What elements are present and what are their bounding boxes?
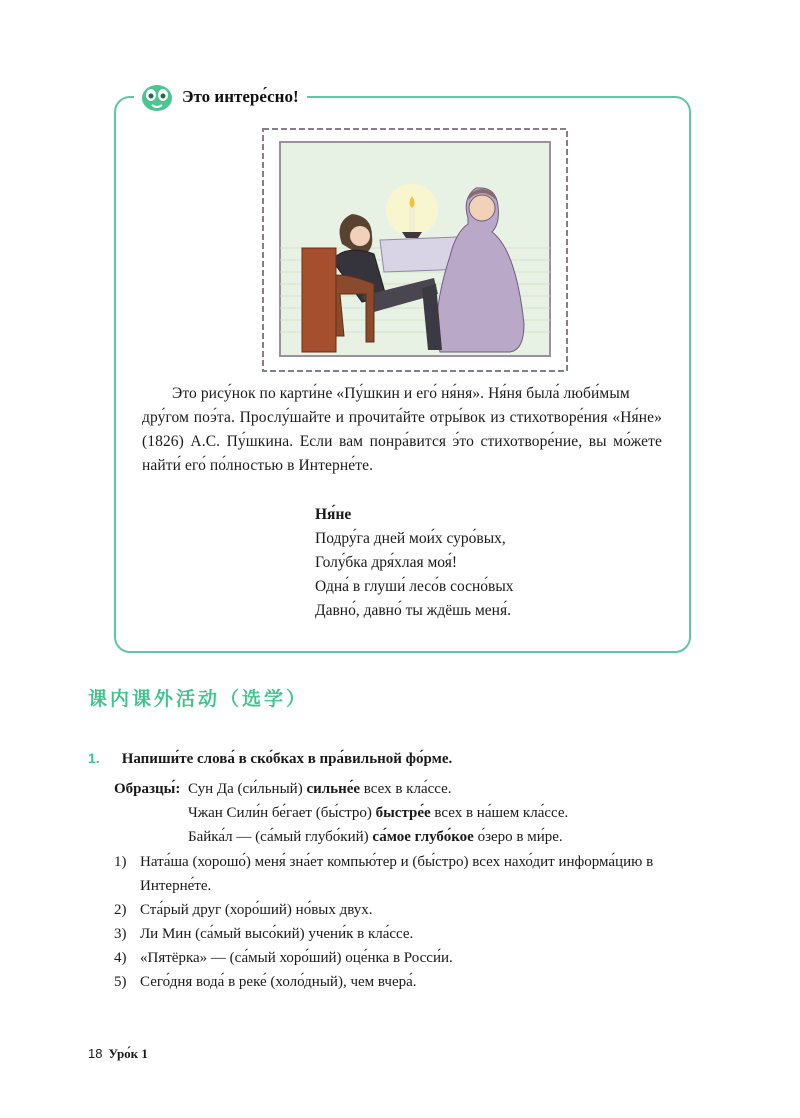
intro-line: найти́ его́ по́лностью в Интерне́те. [142,457,374,474]
examples-label: Образцы́: [114,781,181,797]
section-title: 课内课外活动（选学） [88,688,309,710]
task-heading [88,750,688,768]
exercise-item [114,898,684,922]
examples-block [114,777,568,849]
poem [315,503,514,623]
item-number: 5) [114,974,127,990]
box-header [134,80,307,114]
exercise-item [114,946,684,970]
task-number: 1. [88,750,100,766]
exercise-item [114,922,684,946]
page-footer [88,1046,148,1062]
item-text: Ста́рый друг (хоро́ший) но́вых двух. [140,902,373,918]
task-instruction: Напиши́те слова́ в ско́бках в пра́вильной фо́рме. [121,751,453,767]
lesson-label: Уро́к 1 [108,1046,148,1061]
exercise-item [114,970,684,994]
page-number: 18 [88,1046,103,1061]
example-row [114,825,568,849]
item-text: «Пятёрка» — (са́мый хоро́ший) оце́нка в Росси́и. [140,950,453,966]
mascot-icon [140,82,174,112]
item-text: Сего́дня вода́ в реке́ (холо́дный), чем вчера́. [140,974,417,990]
exercise-item [114,850,684,898]
poem-line: Подру́га дней мои́х суро́вых, [315,530,506,547]
example-text: Чжан Сили́н бе́гает (бы́стро) быстре́е всех в на́шем кла́ссе. [188,805,569,821]
intro-paragraph [142,382,662,478]
item-number: 4) [114,950,127,966]
example-text: Сун Да (си́льный) сильне́е всех в кла́ссе. [188,781,452,797]
exercise-list [114,850,684,994]
intro-line: дру́гом поэ́та. Прослу́шайте и прочита́йте отры́вок из стихотворе́ния «Ня́не» [142,409,662,426]
item-text: Ната́ша (хорошо́) меня́ зна́ет компью́тер и (бы́стро) всех нахо́дит информа́цию в Интерне́те. [140,854,654,894]
poem-title: Ня́не [315,506,352,523]
example-text: Байка́л — (са́мый глубо́кий) са́мое глубо́кое о́зеро в ми́ре. [188,829,563,845]
item-text: Ли Мин (са́мый высо́кий) учени́к в кла́ссе. [140,926,414,942]
poem-line: Голу́бка дря́хлая моя́! [315,554,458,571]
poem-line: Давно́, давно́ ты ждёшь меня́. [315,602,511,619]
intro-line: (1826) А.С. Пу́шкина. Если вам понра́вится э́то стихотворе́ние, вы мо́жете [142,433,662,450]
item-number: 2) [114,902,127,918]
item-number: 1) [114,854,127,870]
poem-line: Одна́ в глуши́ лесо́в сосно́вых [315,578,514,595]
example-row [114,801,568,825]
box-title: Это интере́сно! [182,87,299,106]
intro-line: Это рису́нок по карти́не «Пу́шкин и его́ ня́ня». Ня́ня была́ люби́мым [172,385,630,402]
pushkin-nanny-illustration [262,128,568,372]
example-row [114,777,568,801]
item-number: 3) [114,926,127,942]
